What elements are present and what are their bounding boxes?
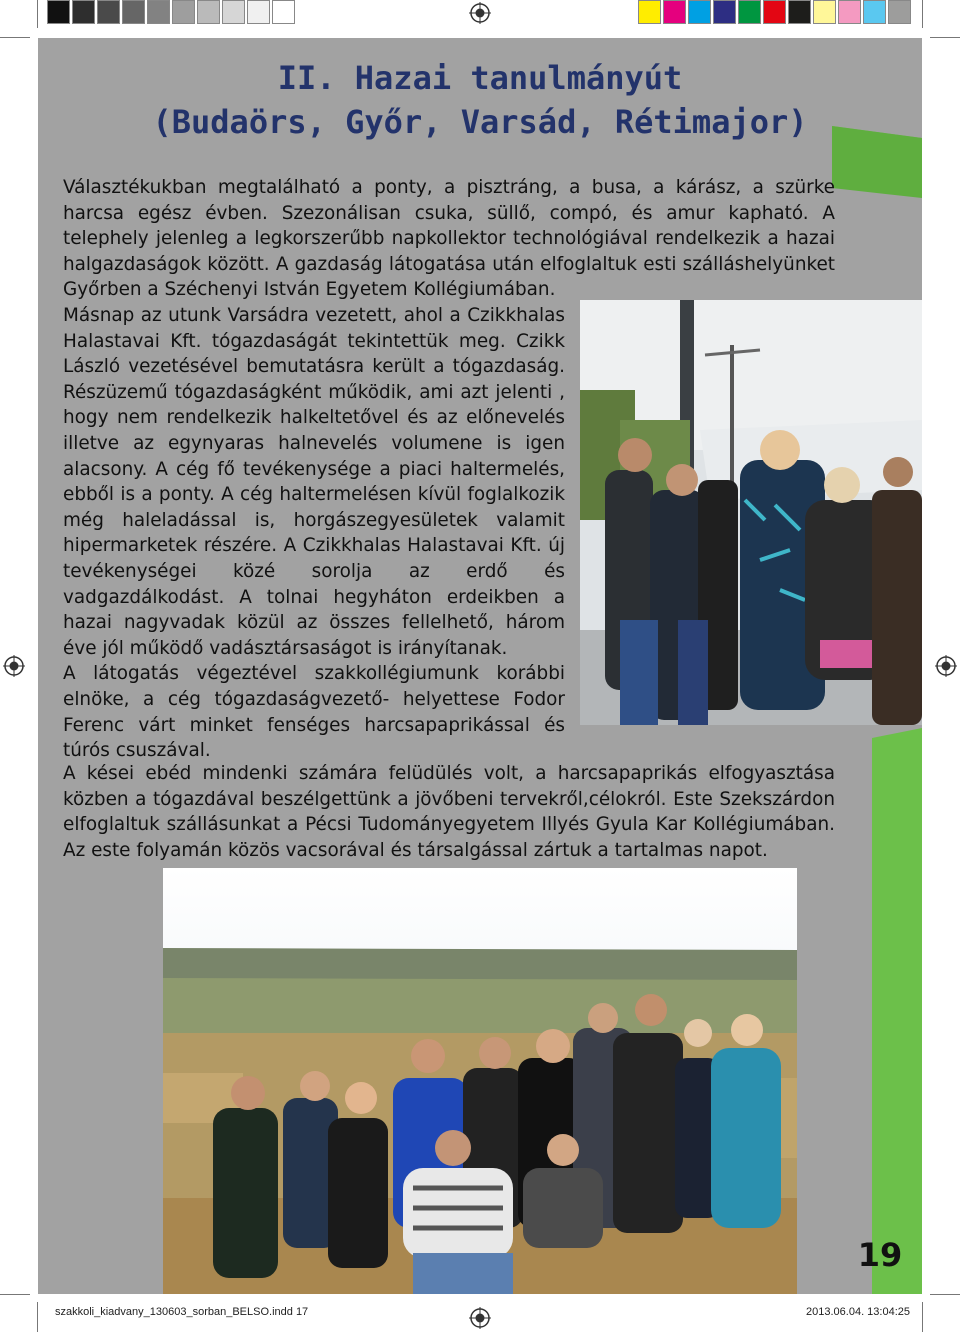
title-line-1: II. Hazai tanulmányút (277, 59, 683, 97)
color-swatch (788, 0, 811, 24)
crop-mark (37, 0, 38, 28)
registration-mark-icon (3, 655, 25, 677)
group-photo-field (163, 868, 797, 1294)
color-swatch (688, 0, 711, 24)
column-text-1: Másnap az utunk Varsádra vezetett, ahol a Czikkhalas Halastavai Kft. tógazdaságát tekintettük meg. Czikk László vezetésével bemutatásra került a tógazdaság. Részüzemű tógazdaságként működik, ami azt jelenti , hogy nem rendelkezik halkeltetővel és az előnevelés illetve az egynyaras halnevelés volumene is igen alacsony. A cég fő tevékenysége a piaci haltermelés, ebből is a ponty. A cég haltermelésen kívül foglalkozik még haleladással is, horgászegyesületek valamit hipermarketek részére. A Czikkhalas Halastavai Kft. új tevékenységei közé sorolja az erdő és vadgazdálkodást. A tolnai hegyháton erdeikben a hazai nagyvadak közül az összes fellelhető, három éve jól működő vadásztársaságot is irányítanak. (63, 305, 565, 659)
crop-mark (922, 0, 923, 28)
gray-swatch (97, 0, 120, 24)
gray-swatch (147, 0, 170, 24)
page-panel (38, 38, 922, 1294)
registration-mark-icon (935, 655, 957, 677)
column-text-2: A látogatás végeztével szakkollégiumunk korábbi elnöke, a cég tógazdaságvezető- helyettese Fodor Ferenc várt minket fenséges harcsapaprikással és túrós csuszával. (63, 663, 565, 762)
registration-mark-icon (469, 2, 491, 24)
gray-swatch (122, 0, 145, 24)
color-swatch (738, 0, 761, 24)
article-title (38, 56, 922, 144)
gray-swatch (272, 0, 295, 24)
crop-mark (930, 1294, 960, 1295)
column-paragraphs (63, 303, 565, 764)
gray-swatch (247, 0, 270, 24)
closing-paragraph (63, 761, 835, 863)
color-swatch (838, 0, 861, 24)
registration-mark-icon (469, 1307, 491, 1329)
crop-mark (0, 1294, 30, 1295)
color-swatch (763, 0, 786, 24)
gray-swatch (197, 0, 220, 24)
intro-paragraph (63, 175, 835, 303)
crop-mark (37, 1302, 38, 1332)
color-swatch (888, 0, 911, 24)
color-swatch (663, 0, 686, 24)
page-number: 19 (857, 1236, 903, 1274)
color-swatch (638, 0, 661, 24)
gray-swatch-bar (47, 0, 295, 26)
footer-filename: szakkoli_kiadvany_130603_sorban_BELSO.indd 17 (55, 1306, 309, 1318)
title-line-2: (Budaörs, Győr, Varsád, Rétimajor) (152, 103, 808, 141)
crop-mark (930, 37, 960, 38)
group-photo-fish-farm (580, 300, 922, 725)
crop-mark (922, 1302, 923, 1332)
color-swatch-bar (638, 0, 911, 26)
color-swatch (713, 0, 736, 24)
gray-swatch (172, 0, 195, 24)
color-swatch (813, 0, 836, 24)
intro-text: Választékukban megtalálható a ponty, a pisztráng, a busa, a kárász, a szürke harcsa egész évben. Szezonálisan csuka, süllő, compó, és amur kapható. A telephely jelenleg a legkorszerűbb napkollektor technológiával rendelkezik a hazai halgazdaságok között. A gazdaság látogatása után elfoglaltuk esti szálláshelyünket Győrben a Széchenyi István Egyetem Kollégiumában. (63, 177, 835, 301)
closing-text: A kései ebéd mindenki számára felüdülés volt, a harcsapaprikás elfogyasztása közben a tógazdával beszélgettünk a jövőbeni tervekről,célokról. Este Szekszárdon elfoglaltuk szállásunkat a Pécsi Tudományegyetem Illyés Gyula Kar Kollégiumában. Az este folyamán közös vacsorával és társalgással zártuk a tartalmas napot. (63, 763, 835, 861)
gray-swatch (222, 0, 245, 24)
gray-swatch (47, 0, 70, 24)
crop-mark (0, 37, 30, 38)
gray-swatch (72, 0, 95, 24)
footer-timestamp: 2013.06.04. 13:04:25 (806, 1306, 910, 1318)
color-swatch (863, 0, 886, 24)
